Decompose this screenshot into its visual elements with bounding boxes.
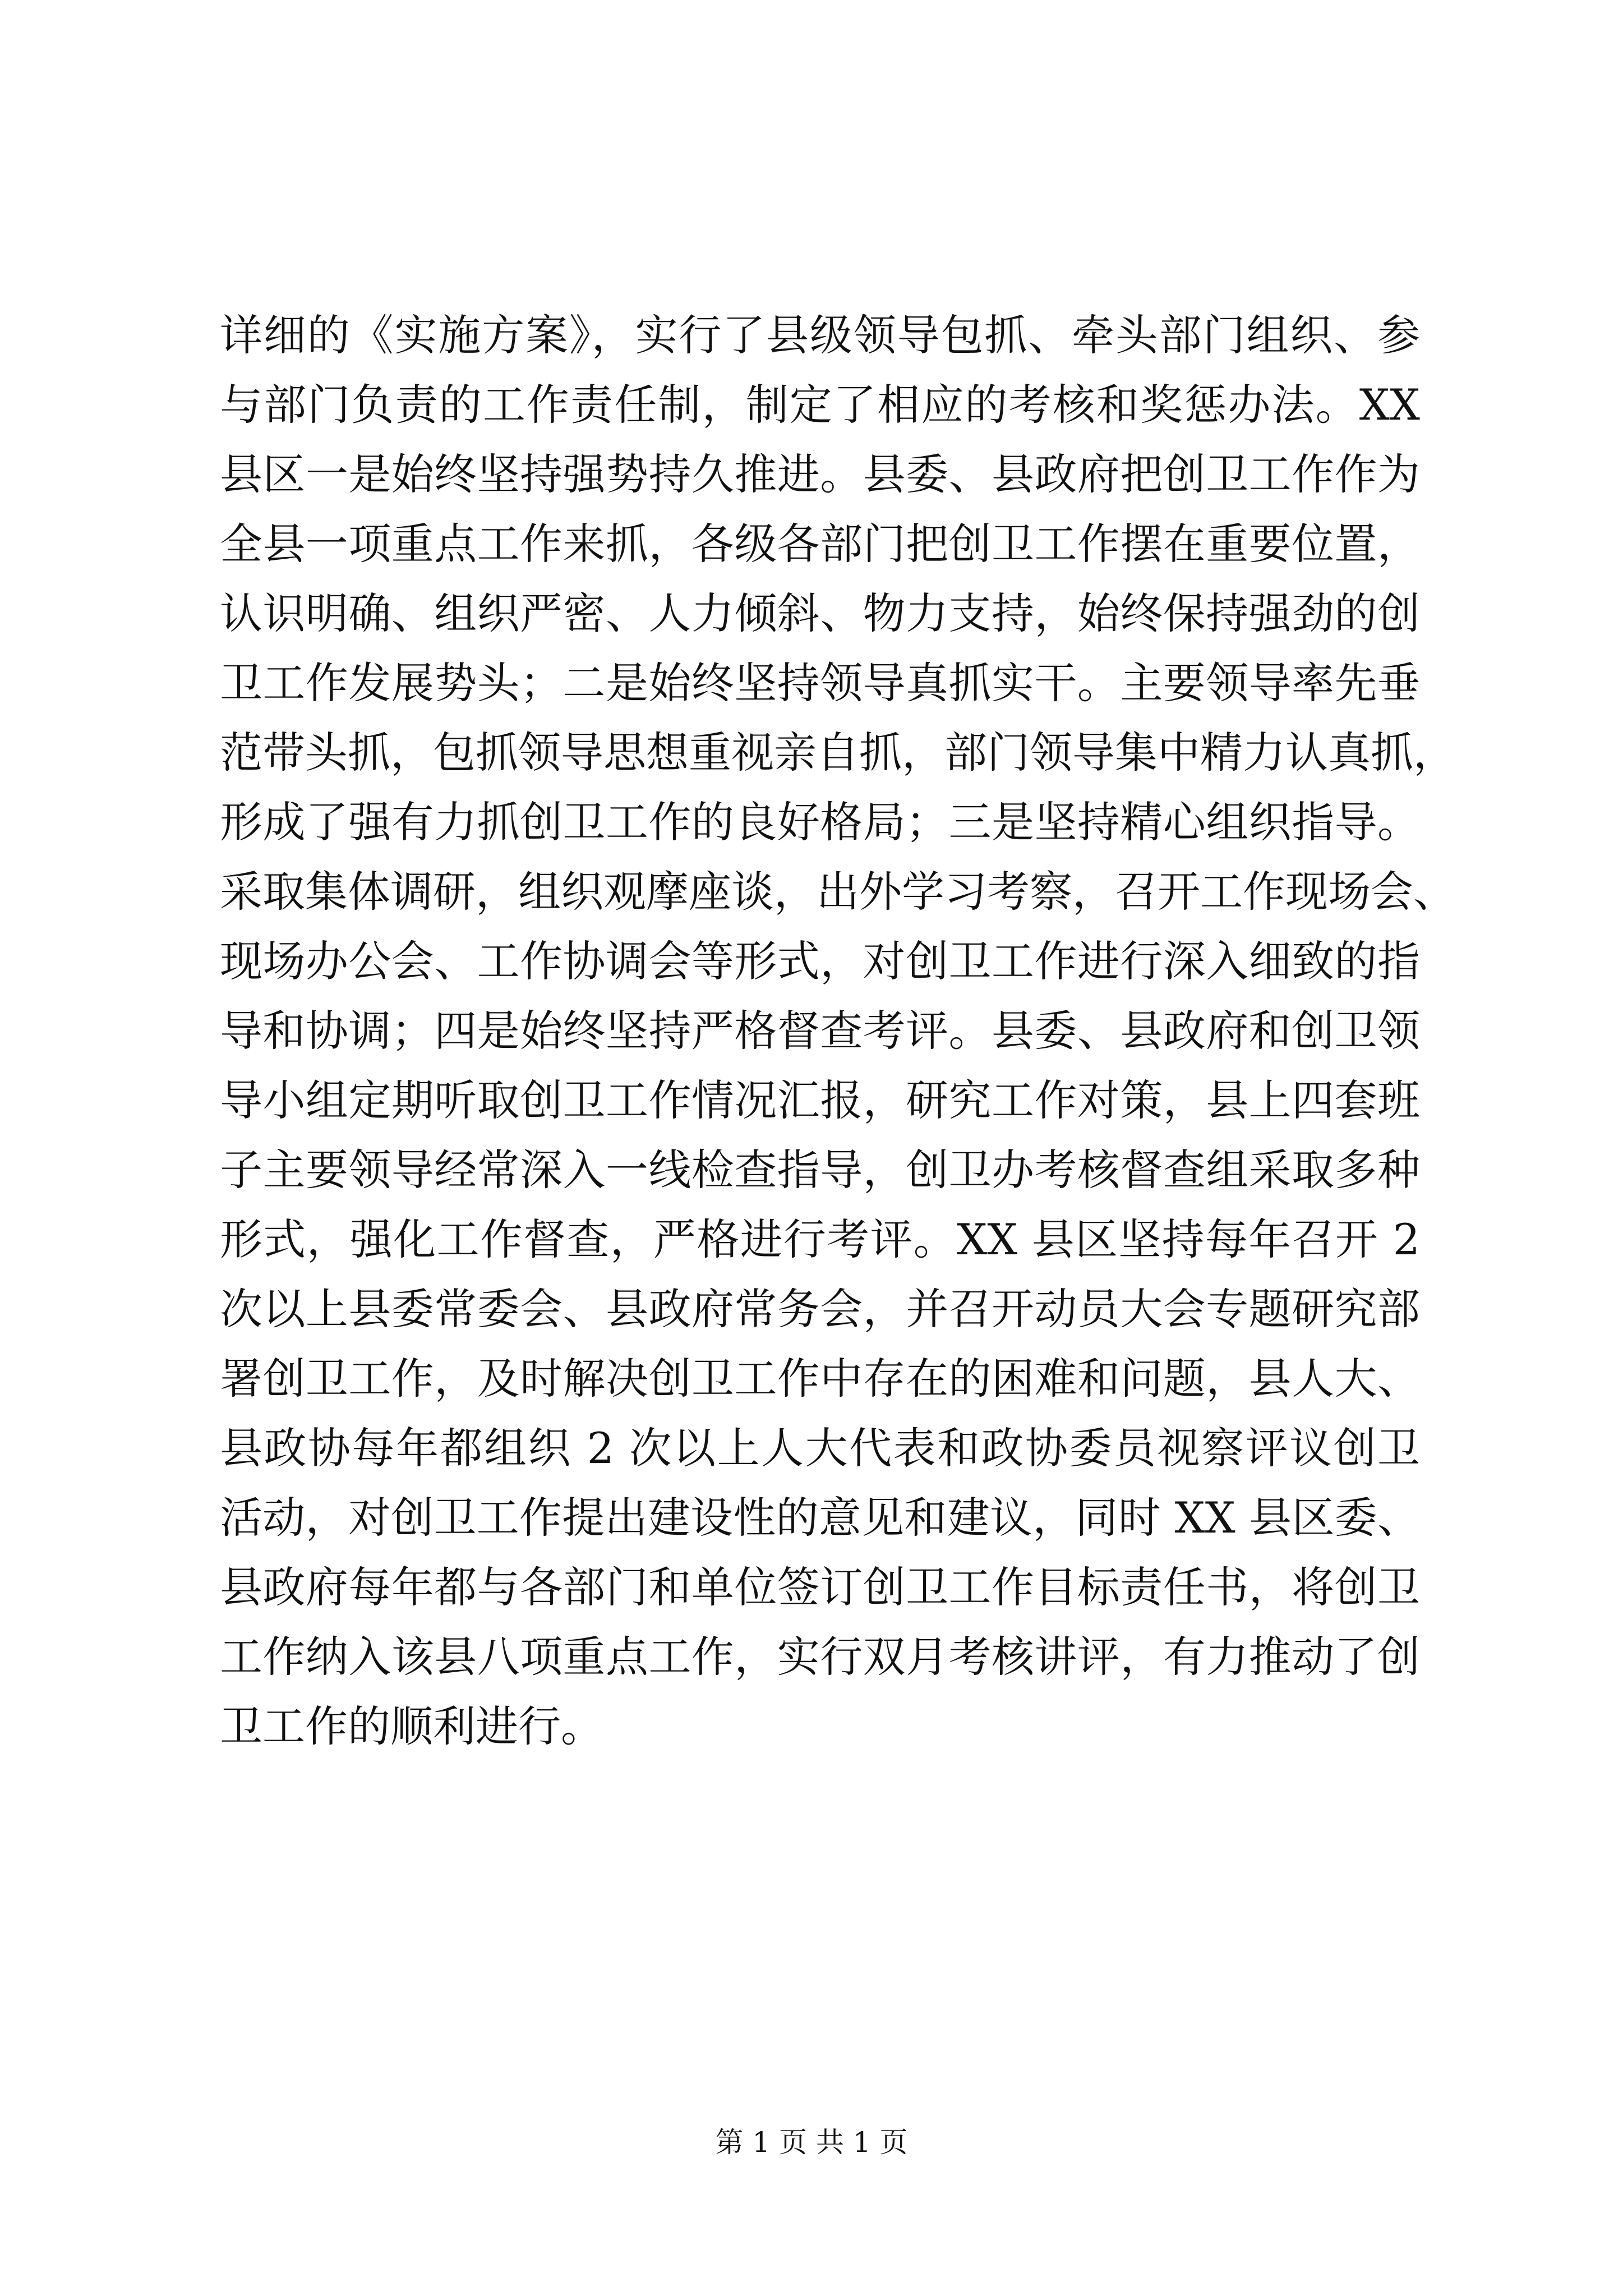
text-line-6: 卫工作发展势头；二是始终坚持领导真抓实干。主要领导率先垂 [220, 658, 1420, 708]
text-line-20: 工作纳入该县八项重点工作，实行双月考核讲评，有力推动了创 [220, 1632, 1420, 1682]
text-line-11: 导和协调；四是始终坚持严格督查考评。县委、县政府和创卫领 [220, 1006, 1420, 1056]
text-line-19: 县政府每年都与各部门和单位签订创卫工作目标责任书，将创卫 [220, 1562, 1420, 1612]
text-line-8: 形成了强有力抓创卫工作的良好格局；三是坚持精心组织指导。 [220, 797, 1420, 847]
text-line-5: 认识明确、组织严密、人力倾斜、物力支持，始终保持强劲的创 [220, 588, 1420, 638]
text-line-3: 县区一是始终坚持强势持久推进。县委、县政府把创卫工作作为 [220, 449, 1420, 499]
text-line-2: 与部门负责的工作责任制，制定了相应的考核和奖惩办法。XX [220, 380, 1420, 430]
text-line-4: 全县一项重点工作来抓，各级各部门把创卫工作摆在重要位置， [220, 519, 1420, 569]
text-line-21: 卫工作的顺利进行。 [220, 1701, 603, 1751]
text-line-1: 详细的《实施方案》，实行了县级领导包抓、牵头部门组织、参 [220, 310, 1420, 360]
text-line-17: 县政协每年都组织 2 次以上人大代表和政协委员视察评议创卫 [220, 1423, 1420, 1473]
text-line-12: 导小组定期听取创卫工作情况汇报，研究工作对策，县上四套班 [220, 1075, 1420, 1125]
body-paragraph [220, 301, 1456, 1761]
text-line-9: 采取集体调研，组织观摩座谈，出外学习考察，召开工作现场会、 [220, 867, 1456, 917]
text-line-16: 署创卫工作，及时解决创卫工作中存在的困难和问题，县人大、 [220, 1354, 1420, 1404]
text-line-18: 活动，对创卫工作提出建设性的意见和建议，同时 XX 县区委、 [220, 1493, 1420, 1543]
text-line-7: 范带头抓，包抓领导思想重视亲自抓，部门领导集中精力认真抓， [220, 728, 1456, 777]
text-line-10: 现场办公会、工作协调会等形式，对创卫工作进行深入细致的指 [220, 936, 1420, 986]
text-line-13: 子主要领导经常深入一线检查指导，创卫办考核督查组采取多种 [220, 1145, 1420, 1195]
page-footer: 第 1 页 共 1 页 [715, 2126, 908, 2159]
text-line-15: 次以上县委常委会、县政府常务会，并召开动员大会专题研究部 [220, 1284, 1420, 1334]
text-line-14: 形式，强化工作督查，严格进行考评。XX 县区坚持每年召开 2 [220, 1214, 1420, 1264]
